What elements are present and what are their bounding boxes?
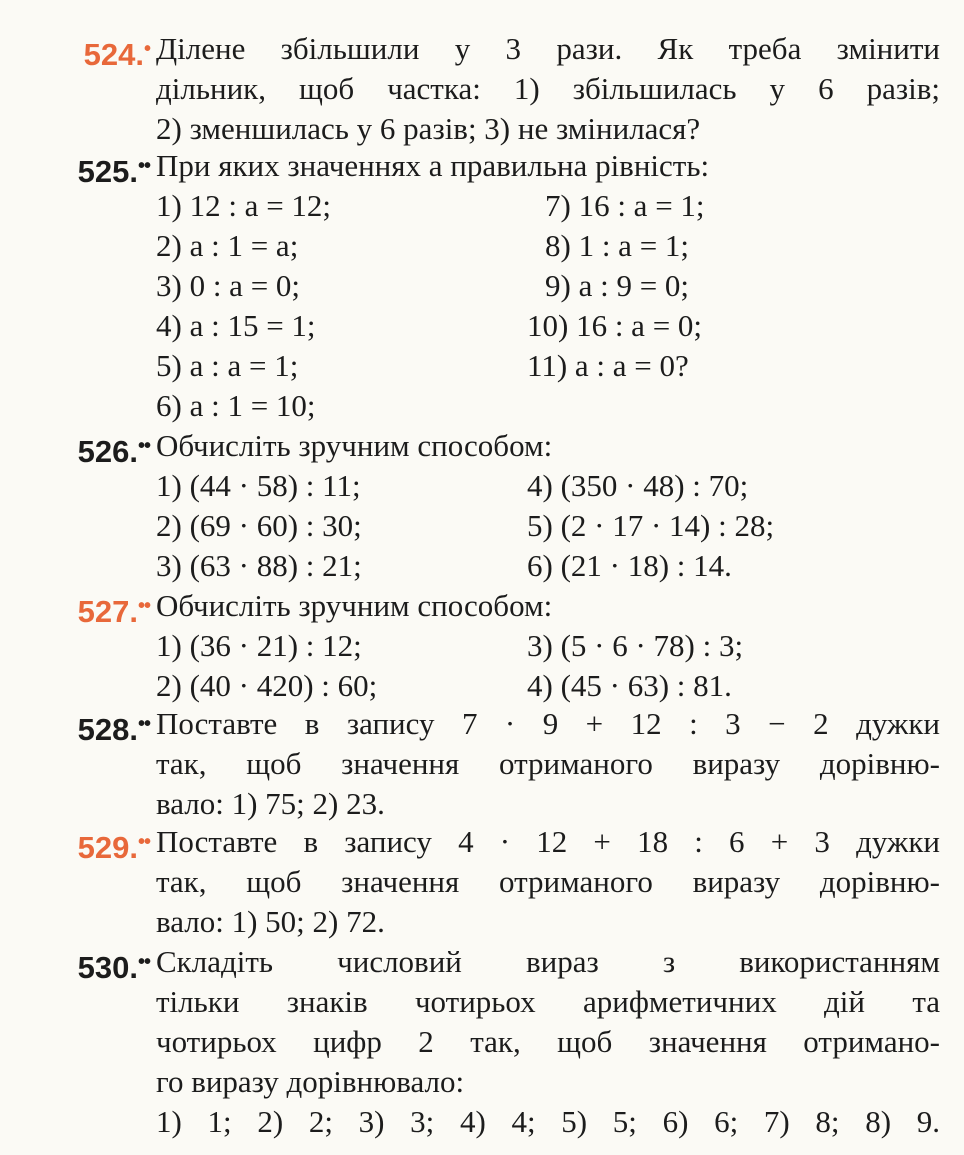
expression-item: 1) (36 · 21) : 12; (156, 628, 362, 663)
difficulty-dots: •• (137, 595, 150, 617)
equation-item: 1) 12 : a = 12; (156, 188, 332, 223)
expression-item: 5) (2 · 17 · 14) : 28; (527, 508, 775, 543)
problem-text-line: дільник, щоб частка: 1) збільшилась у 6 разів; (156, 71, 940, 106)
difficulty-dots: •• (137, 951, 150, 973)
equation-item: 3) 0 : a = 0; (156, 268, 301, 303)
equation-item: 6) a : 1 = 10; (156, 388, 316, 423)
expression-item: 4) (45 · 63) : 81. (527, 668, 732, 703)
equation-item: 2) a : 1 = a; (156, 228, 299, 263)
equation-item: 7) 16 : a = 1; (545, 188, 705, 223)
problem-prompt: При яких значеннях a правильна рівність: (156, 148, 710, 183)
equation-item: 11) a : a = 0? (527, 348, 689, 383)
problem-number: 527.•• (77, 594, 150, 629)
difficulty-dots: •• (137, 831, 150, 853)
equation-item: 4) a : 15 = 1; (156, 308, 316, 343)
problem-text-line: Ділене збільшили у 3 рази. Як треба змінити (156, 31, 940, 66)
problem-number: 525.•• (77, 154, 150, 189)
problem-number: 526.•• (77, 434, 150, 469)
problem-text-line: Поставте в запису 7 · 9 + 12 : 3 − 2 дужки (156, 706, 940, 741)
expression-item: 1) (44 · 58) : 11; (156, 468, 361, 503)
problem-text-line: Складіть числовий вираз з використанням (156, 944, 940, 979)
answer-options-line: 1) 1; 2) 2; 3) 3; 4) 4; 5) 5; 6) 6; 7) 8; 8) 9. (156, 1104, 940, 1139)
difficulty-dots: •• (137, 435, 150, 457)
problem-text-line: го виразу дорівнювало: (156, 1064, 465, 1099)
expression-item: 3) (5 · 6 · 78) : 3; (527, 628, 744, 663)
equation-item: 5) a : a = 1; (156, 348, 299, 383)
problem-number: 529.•• (77, 830, 150, 865)
problem-number: 528.•• (77, 712, 150, 747)
expression-item: 6) (21 · 18) : 14. (527, 548, 732, 583)
problem-number: 530.•• (77, 950, 150, 985)
problem-text-line: тільки знаків чотирьох арифметичних дій та (156, 984, 940, 1019)
expression-item: 4) (350 · 48) : 70; (527, 468, 749, 503)
difficulty-dots: •• (137, 713, 150, 735)
equation-item: 8) 1 : a = 1; (545, 228, 690, 263)
problem-text-line: вало: 1) 75; 2) 23. (156, 786, 385, 821)
problem-text-line: Поставте в запису 4 · 12 + 18 : 6 + 3 дужки (156, 824, 940, 859)
problem-text-line: чотирьох цифр 2 так, щоб значення отримано- (156, 1024, 940, 1059)
equation-item: 9) a : 9 = 0; (545, 268, 690, 303)
problem-text-line: вало: 1) 50; 2) 72. (156, 904, 385, 939)
problem-text-line: так, щоб значення отриманого виразу дорівню- (156, 864, 940, 899)
problem-text-line: 2) зменшилась у 6 разів; 3) не змінилася? (156, 111, 701, 146)
problem-prompt: Обчисліть зручним способом: (156, 588, 553, 623)
difficulty-dots: •• (137, 155, 150, 177)
expression-item: 2) (40 · 420) : 60; (156, 668, 378, 703)
problem-text-line: так, щоб значення отриманого виразу дорівню- (156, 746, 940, 781)
equation-item: 10) 16 : a = 0; (527, 308, 703, 343)
problem-prompt: Обчисліть зручним способом: (156, 428, 553, 463)
problem-number: 524.• (83, 37, 150, 72)
difficulty-dots: • (143, 38, 150, 60)
expression-item: 2) (69 · 60) : 30; (156, 508, 362, 543)
expression-item: 3) (63 · 88) : 21; (156, 548, 362, 583)
